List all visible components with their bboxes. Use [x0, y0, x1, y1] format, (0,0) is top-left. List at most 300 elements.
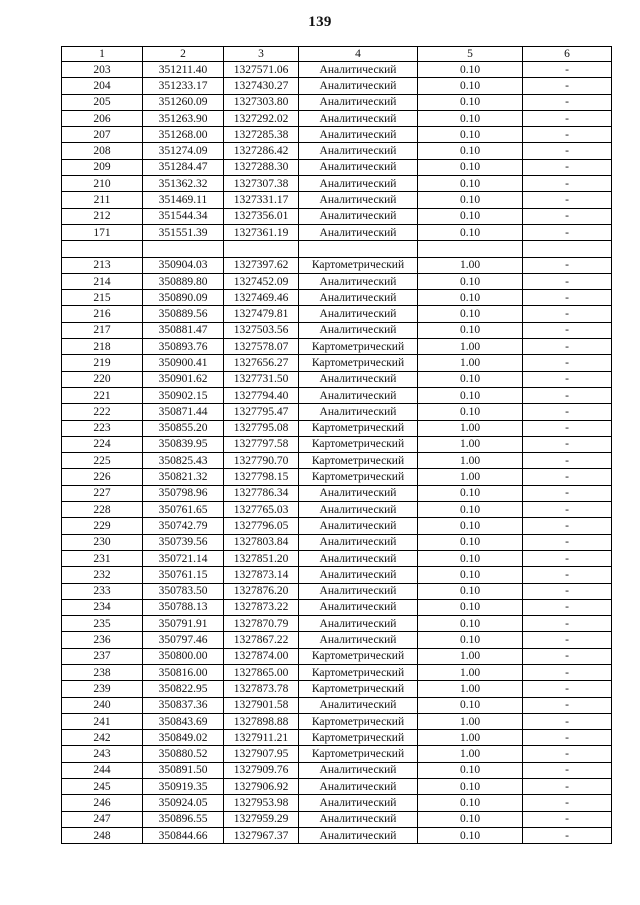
table-row — [62, 811, 612, 827]
table-row — [62, 827, 612, 843]
accuracy-cell: 1.00 — [418, 339, 523, 355]
page-number: 139 — [308, 14, 332, 30]
point-number-cell: 211 — [62, 192, 143, 208]
y-coordinate-cell: 1327356.01 — [224, 208, 299, 224]
method-cell: Аналитический — [299, 387, 418, 403]
table-row — [62, 110, 612, 126]
point-number-cell: 234 — [62, 599, 143, 615]
note-cell: - — [523, 192, 612, 208]
y-coordinate-cell: 1327469.46 — [224, 290, 299, 306]
method-cell: Аналитический — [299, 192, 418, 208]
accuracy-cell: 1.00 — [418, 436, 523, 452]
y-coordinate-cell: 1327656.27 — [224, 355, 299, 371]
table-row — [62, 762, 612, 778]
accuracy-cell: 0.10 — [418, 518, 523, 534]
method-cell: Картометрический — [299, 681, 418, 697]
x-coordinate-cell: 351469.11 — [143, 192, 224, 208]
method-cell — [299, 241, 418, 257]
table-row — [62, 550, 612, 566]
point-number-cell: 209 — [62, 159, 143, 175]
x-coordinate-cell: 350900.41 — [143, 355, 224, 371]
note-cell: - — [523, 290, 612, 306]
method-cell: Аналитический — [299, 306, 418, 322]
point-number-cell: 203 — [62, 62, 143, 78]
point-number-cell: 213 — [62, 257, 143, 273]
x-coordinate-cell: 351211.40 — [143, 62, 224, 78]
x-coordinate-cell: 350843.69 — [143, 713, 224, 729]
y-coordinate-cell: 1327796.05 — [224, 518, 299, 534]
y-coordinate-cell: 1327907.95 — [224, 746, 299, 762]
table-row — [62, 713, 612, 729]
accuracy-cell: 0.10 — [418, 273, 523, 289]
method-cell: Аналитический — [299, 534, 418, 550]
point-number-cell: 171 — [62, 224, 143, 240]
x-coordinate-cell: 351284.47 — [143, 159, 224, 175]
note-cell: - — [523, 469, 612, 485]
accuracy-cell: 1.00 — [418, 648, 523, 664]
accuracy-cell: 0.10 — [418, 502, 523, 518]
point-number-cell: 238 — [62, 664, 143, 680]
method-cell: Аналитический — [299, 632, 418, 648]
method-cell: Аналитический — [299, 518, 418, 534]
method-cell: Аналитический — [299, 143, 418, 159]
y-coordinate-cell: 1327430.27 — [224, 78, 299, 94]
note-cell: - — [523, 355, 612, 371]
note-cell: - — [523, 648, 612, 664]
x-coordinate-cell: 350889.80 — [143, 273, 224, 289]
note-cell: - — [523, 453, 612, 469]
method-cell: Аналитический — [299, 599, 418, 615]
note-cell: - — [523, 143, 612, 159]
table-row — [62, 224, 612, 240]
table-row — [62, 485, 612, 501]
table-row — [62, 730, 612, 746]
x-coordinate-cell — [143, 241, 224, 257]
note-cell: - — [523, 371, 612, 387]
accuracy-cell: 0.10 — [418, 583, 523, 599]
point-number-cell: 217 — [62, 322, 143, 338]
note-cell: - — [523, 746, 612, 762]
point-number-cell: 235 — [62, 616, 143, 632]
table-row — [62, 387, 612, 403]
x-coordinate-cell: 350893.76 — [143, 339, 224, 355]
note-cell: - — [523, 697, 612, 713]
x-coordinate-cell: 350881.47 — [143, 322, 224, 338]
accuracy-cell: 0.10 — [418, 404, 523, 420]
accuracy-cell: 1.00 — [418, 420, 523, 436]
note-cell: - — [523, 420, 612, 436]
note-cell: - — [523, 436, 612, 452]
point-number-cell: 248 — [62, 827, 143, 843]
method-cell: Аналитический — [299, 110, 418, 126]
y-coordinate-cell: 1327865.00 — [224, 664, 299, 680]
note-cell: - — [523, 224, 612, 240]
x-coordinate-cell: 351362.32 — [143, 176, 224, 192]
table-body — [62, 62, 612, 844]
accuracy-cell: 0.10 — [418, 534, 523, 550]
x-coordinate-cell: 350902.15 — [143, 387, 224, 403]
x-coordinate-cell: 350783.50 — [143, 583, 224, 599]
note-cell: - — [523, 322, 612, 338]
y-coordinate-cell: 1327790.70 — [224, 453, 299, 469]
y-coordinate-cell: 1327851.20 — [224, 550, 299, 566]
method-cell: Аналитический — [299, 127, 418, 143]
accuracy-cell: 1.00 — [418, 730, 523, 746]
accuracy-cell: 0.10 — [418, 290, 523, 306]
table-row — [62, 599, 612, 615]
accuracy-cell: 0.10 — [418, 110, 523, 126]
accuracy-cell: 0.10 — [418, 371, 523, 387]
note-cell: - — [523, 730, 612, 746]
point-number-cell: 231 — [62, 550, 143, 566]
point-number-cell: 220 — [62, 371, 143, 387]
table-row — [62, 502, 612, 518]
note-cell: - — [523, 404, 612, 420]
method-cell: Аналитический — [299, 697, 418, 713]
table-row — [62, 779, 612, 795]
note-cell: - — [523, 273, 612, 289]
x-coordinate-cell: 350791.91 — [143, 616, 224, 632]
accuracy-cell: 0.10 — [418, 762, 523, 778]
table-row — [62, 290, 612, 306]
x-coordinate-cell: 350880.52 — [143, 746, 224, 762]
y-coordinate-cell: 1327307.38 — [224, 176, 299, 192]
point-number-cell: 239 — [62, 681, 143, 697]
accuracy-cell — [418, 241, 523, 257]
y-coordinate-cell: 1327786.34 — [224, 485, 299, 501]
y-coordinate-cell: 1327873.14 — [224, 567, 299, 583]
y-coordinate-cell: 1327795.47 — [224, 404, 299, 420]
method-cell: Картометрический — [299, 730, 418, 746]
table-row — [62, 339, 612, 355]
y-coordinate-cell: 1327953.98 — [224, 795, 299, 811]
note-cell: - — [523, 567, 612, 583]
column-header-4: 4 — [299, 47, 418, 62]
point-number-cell: 204 — [62, 78, 143, 94]
y-coordinate-cell: 1327765.03 — [224, 502, 299, 518]
y-coordinate-cell: 1327873.78 — [224, 681, 299, 697]
x-coordinate-cell: 350821.32 — [143, 469, 224, 485]
x-coordinate-cell: 351274.09 — [143, 143, 224, 159]
note-cell: - — [523, 94, 612, 110]
method-cell: Аналитический — [299, 502, 418, 518]
note-cell: - — [523, 62, 612, 78]
table-row — [62, 371, 612, 387]
y-coordinate-cell: 1327874.00 — [224, 648, 299, 664]
column-header-2: 2 — [143, 47, 224, 62]
note-cell: - — [523, 795, 612, 811]
table-row — [62, 127, 612, 143]
x-coordinate-cell: 351260.09 — [143, 94, 224, 110]
point-number-cell: 230 — [62, 534, 143, 550]
table-row — [62, 273, 612, 289]
table-row — [62, 322, 612, 338]
note-cell: - — [523, 599, 612, 615]
point-number-cell: 208 — [62, 143, 143, 159]
table-row — [62, 306, 612, 322]
accuracy-cell: 0.10 — [418, 795, 523, 811]
point-number-cell: 237 — [62, 648, 143, 664]
note-cell: - — [523, 827, 612, 843]
x-coordinate-cell: 351263.90 — [143, 110, 224, 126]
accuracy-cell: 0.10 — [418, 224, 523, 240]
y-coordinate-cell: 1327292.02 — [224, 110, 299, 126]
accuracy-cell: 0.10 — [418, 387, 523, 403]
table-row — [62, 616, 612, 632]
x-coordinate-cell: 350788.13 — [143, 599, 224, 615]
y-coordinate-cell: 1327867.22 — [224, 632, 299, 648]
note-cell: - — [523, 550, 612, 566]
table-row — [62, 534, 612, 550]
accuracy-cell: 1.00 — [418, 664, 523, 680]
y-coordinate-cell — [224, 241, 299, 257]
accuracy-cell: 0.10 — [418, 550, 523, 566]
x-coordinate-cell: 350844.66 — [143, 827, 224, 843]
table-row — [62, 143, 612, 159]
note-cell: - — [523, 387, 612, 403]
x-coordinate-cell: 350822.95 — [143, 681, 224, 697]
point-number-cell: 243 — [62, 746, 143, 762]
x-coordinate-cell: 350825.43 — [143, 453, 224, 469]
accuracy-cell: 1.00 — [418, 713, 523, 729]
point-number-cell: 221 — [62, 387, 143, 403]
accuracy-cell: 0.10 — [418, 159, 523, 175]
point-number-cell: 205 — [62, 94, 143, 110]
x-coordinate-cell: 350871.44 — [143, 404, 224, 420]
method-cell: Картометрический — [299, 469, 418, 485]
point-number-cell: 219 — [62, 355, 143, 371]
accuracy-cell: 0.10 — [418, 62, 523, 78]
accuracy-cell: 0.10 — [418, 567, 523, 583]
point-number-cell: 226 — [62, 469, 143, 485]
point-number-cell: 229 — [62, 518, 143, 534]
column-header-1: 1 — [62, 47, 143, 62]
table-row — [62, 583, 612, 599]
y-coordinate-cell: 1327503.56 — [224, 322, 299, 338]
accuracy-cell: 0.10 — [418, 697, 523, 713]
method-cell: Аналитический — [299, 404, 418, 420]
x-coordinate-cell: 351551.39 — [143, 224, 224, 240]
note-cell: - — [523, 502, 612, 518]
table-row — [62, 62, 612, 78]
coordinates-table — [61, 46, 612, 844]
y-coordinate-cell: 1327288.30 — [224, 159, 299, 175]
x-coordinate-cell: 350855.20 — [143, 420, 224, 436]
point-number-cell: 246 — [62, 795, 143, 811]
point-number-cell: 212 — [62, 208, 143, 224]
y-coordinate-cell: 1327361.19 — [224, 224, 299, 240]
accuracy-cell: 0.10 — [418, 78, 523, 94]
note-cell: - — [523, 208, 612, 224]
accuracy-cell: 0.10 — [418, 485, 523, 501]
note-cell: - — [523, 664, 612, 680]
x-coordinate-cell: 350816.00 — [143, 664, 224, 680]
column-header-3: 3 — [224, 47, 299, 62]
table-row — [62, 648, 612, 664]
note-cell: - — [523, 257, 612, 273]
point-number-cell: 222 — [62, 404, 143, 420]
method-cell: Аналитический — [299, 583, 418, 599]
accuracy-cell: 1.00 — [418, 453, 523, 469]
method-cell: Картометрический — [299, 453, 418, 469]
y-coordinate-cell: 1327803.84 — [224, 534, 299, 550]
point-number-cell: 210 — [62, 176, 143, 192]
note-cell: - — [523, 78, 612, 94]
point-number-cell: 244 — [62, 762, 143, 778]
note-cell: - — [523, 127, 612, 143]
accuracy-cell: 0.10 — [418, 208, 523, 224]
method-cell: Аналитический — [299, 827, 418, 843]
y-coordinate-cell: 1327873.22 — [224, 599, 299, 615]
point-number-cell: 241 — [62, 713, 143, 729]
point-number-cell: 245 — [62, 779, 143, 795]
table-row — [62, 78, 612, 94]
accuracy-cell: 0.10 — [418, 176, 523, 192]
x-coordinate-cell: 350891.50 — [143, 762, 224, 778]
note-cell: - — [523, 583, 612, 599]
column-header-6: 6 — [523, 47, 612, 62]
table-row — [62, 208, 612, 224]
x-coordinate-cell: 351544.34 — [143, 208, 224, 224]
x-coordinate-cell: 350761.15 — [143, 567, 224, 583]
method-cell: Аналитический — [299, 290, 418, 306]
method-cell: Аналитический — [299, 567, 418, 583]
point-number-cell: 233 — [62, 583, 143, 599]
method-cell: Картометрический — [299, 648, 418, 664]
point-number-cell: 225 — [62, 453, 143, 469]
note-cell: - — [523, 616, 612, 632]
method-cell: Картометрический — [299, 355, 418, 371]
x-coordinate-cell: 350924.05 — [143, 795, 224, 811]
accuracy-cell: 0.10 — [418, 322, 523, 338]
table-row — [62, 355, 612, 371]
accuracy-cell: 0.10 — [418, 306, 523, 322]
y-coordinate-cell: 1327797.58 — [224, 436, 299, 452]
note-cell: - — [523, 762, 612, 778]
method-cell: Аналитический — [299, 779, 418, 795]
y-coordinate-cell: 1327906.92 — [224, 779, 299, 795]
y-coordinate-cell: 1327331.17 — [224, 192, 299, 208]
x-coordinate-cell: 350798.96 — [143, 485, 224, 501]
accuracy-cell: 0.10 — [418, 779, 523, 795]
x-coordinate-cell: 351233.17 — [143, 78, 224, 94]
table-row — [62, 664, 612, 680]
note-cell: - — [523, 681, 612, 697]
method-cell: Картометрический — [299, 420, 418, 436]
accuracy-cell: 1.00 — [418, 681, 523, 697]
table-row — [62, 404, 612, 420]
method-cell: Картометрический — [299, 436, 418, 452]
table-row — [62, 567, 612, 583]
header-row — [62, 47, 612, 62]
method-cell: Аналитический — [299, 485, 418, 501]
y-coordinate-cell: 1327479.81 — [224, 306, 299, 322]
note-cell: - — [523, 339, 612, 355]
method-cell: Картометрический — [299, 713, 418, 729]
point-number-cell: 240 — [62, 697, 143, 713]
accuracy-cell: 0.10 — [418, 192, 523, 208]
table-row — [62, 436, 612, 452]
point-number-cell: 218 — [62, 339, 143, 355]
x-coordinate-cell: 350904.03 — [143, 257, 224, 273]
x-coordinate-cell: 350889.56 — [143, 306, 224, 322]
note-cell: - — [523, 176, 612, 192]
point-number-cell: 207 — [62, 127, 143, 143]
y-coordinate-cell: 1327876.20 — [224, 583, 299, 599]
point-number-cell — [62, 241, 143, 257]
method-cell: Картометрический — [299, 257, 418, 273]
x-coordinate-cell: 350919.35 — [143, 779, 224, 795]
accuracy-cell: 1.00 — [418, 469, 523, 485]
y-coordinate-cell: 1327578.07 — [224, 339, 299, 355]
table-row — [62, 697, 612, 713]
method-cell: Аналитический — [299, 159, 418, 175]
y-coordinate-cell: 1327731.50 — [224, 371, 299, 387]
table-row — [62, 681, 612, 697]
x-coordinate-cell: 351268.00 — [143, 127, 224, 143]
method-cell: Аналитический — [299, 762, 418, 778]
note-cell: - — [523, 518, 612, 534]
note-cell: - — [523, 485, 612, 501]
method-cell: Аналитический — [299, 224, 418, 240]
x-coordinate-cell: 350890.09 — [143, 290, 224, 306]
table-row — [62, 632, 612, 648]
y-coordinate-cell: 1327798.15 — [224, 469, 299, 485]
y-coordinate-cell: 1327303.80 — [224, 94, 299, 110]
method-cell: Аналитический — [299, 795, 418, 811]
table-row — [62, 469, 612, 485]
point-number-cell: 206 — [62, 110, 143, 126]
accuracy-cell: 0.10 — [418, 632, 523, 648]
accuracy-cell: 0.10 — [418, 94, 523, 110]
note-cell: - — [523, 534, 612, 550]
method-cell: Картометрический — [299, 339, 418, 355]
method-cell: Аналитический — [299, 273, 418, 289]
note-cell: - — [523, 713, 612, 729]
table-row — [62, 257, 612, 273]
accuracy-cell: 1.00 — [418, 746, 523, 762]
point-number-cell: 242 — [62, 730, 143, 746]
x-coordinate-cell: 350761.65 — [143, 502, 224, 518]
y-coordinate-cell: 1327286.42 — [224, 143, 299, 159]
method-cell: Аналитический — [299, 322, 418, 338]
accuracy-cell: 1.00 — [418, 257, 523, 273]
y-coordinate-cell: 1327870.79 — [224, 616, 299, 632]
accuracy-cell: 0.10 — [418, 827, 523, 843]
method-cell: Картометрический — [299, 746, 418, 762]
y-coordinate-cell: 1327959.29 — [224, 811, 299, 827]
method-cell: Аналитический — [299, 176, 418, 192]
x-coordinate-cell: 350837.36 — [143, 697, 224, 713]
method-cell: Аналитический — [299, 62, 418, 78]
y-coordinate-cell: 1327794.40 — [224, 387, 299, 403]
accuracy-cell: 0.10 — [418, 599, 523, 615]
point-number-cell: 215 — [62, 290, 143, 306]
x-coordinate-cell: 350849.02 — [143, 730, 224, 746]
method-cell: Аналитический — [299, 78, 418, 94]
method-cell: Аналитический — [299, 550, 418, 566]
accuracy-cell: 0.10 — [418, 143, 523, 159]
table-row — [62, 518, 612, 534]
x-coordinate-cell: 350896.55 — [143, 811, 224, 827]
point-number-cell: 216 — [62, 306, 143, 322]
note-cell: - — [523, 110, 612, 126]
point-number-cell: 236 — [62, 632, 143, 648]
y-coordinate-cell: 1327452.09 — [224, 273, 299, 289]
x-coordinate-cell: 350739.56 — [143, 534, 224, 550]
y-coordinate-cell: 1327967.37 — [224, 827, 299, 843]
note-cell: - — [523, 811, 612, 827]
